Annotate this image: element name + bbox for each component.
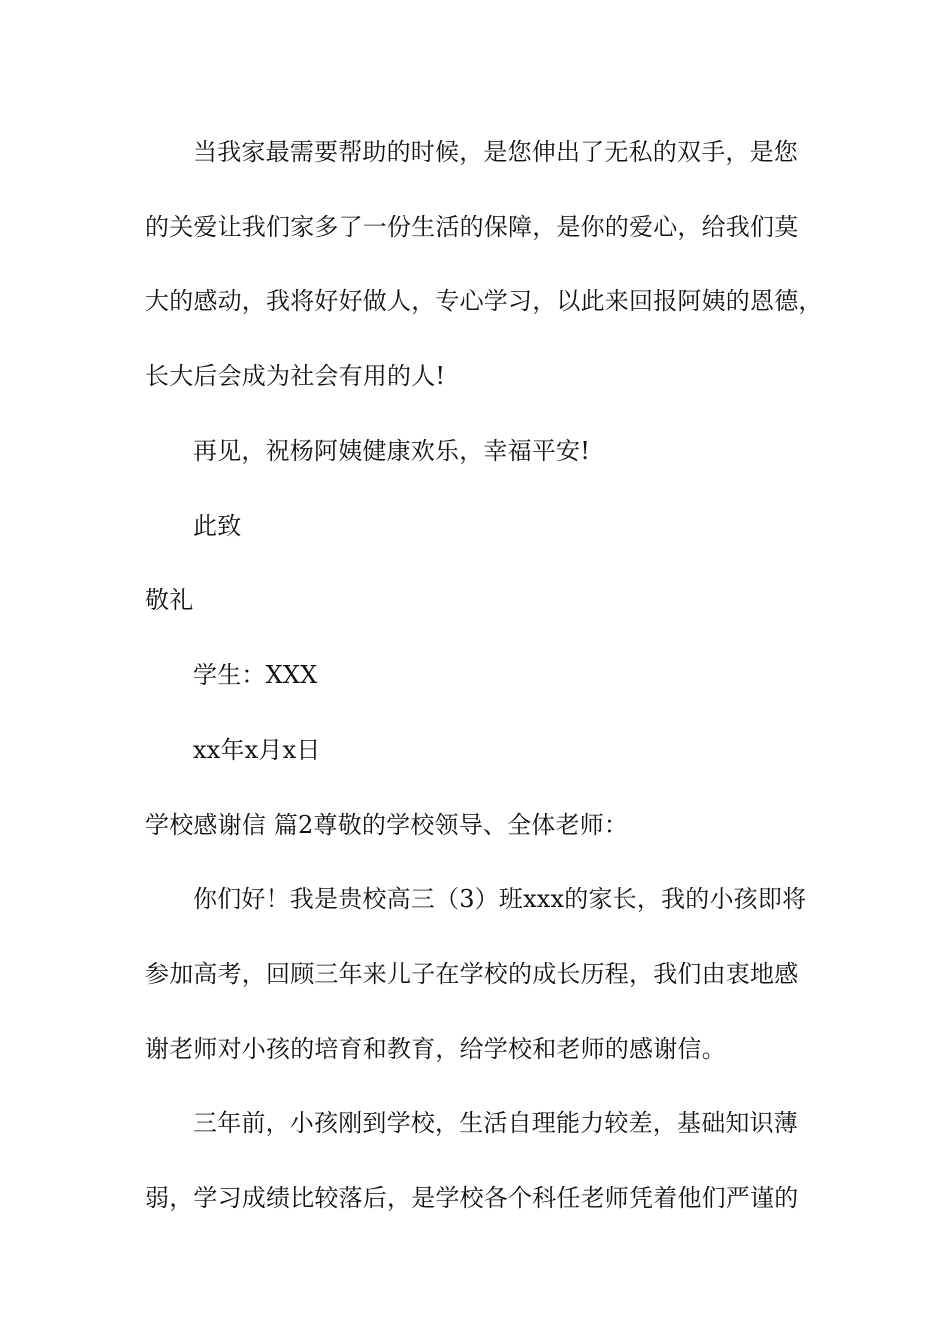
paragraph-line: 谢老师对小孩的培育和教育，给学校和老师的感谢信。 [145, 1035, 726, 1063]
paragraph-line: 当我家最需要帮助的时候，是您伸出了无私的双手，是您 [193, 138, 798, 166]
section-heading: 学校感谢信 篇2尊敬的学校领导、全体老师： [145, 811, 629, 839]
paragraph-line: 你们好！我是贵校高三（3）班xxx的家长，我的小孩即将 [193, 885, 807, 913]
paragraph-line: 三年前，小孩刚到学校，生活自理能力较差，基础知识薄 [193, 1109, 798, 1137]
paragraph-line: 弱，学习成绩比较落后，是学校各个科任老师凭着他们严谨的 [145, 1184, 799, 1212]
paragraph-line: 大的感动，我将好好做人，专心学习，以此来回报阿姨的恩德， [145, 287, 823, 315]
closing-line: 此致 [193, 512, 242, 540]
signature-line: 学生：XXX [193, 661, 318, 689]
salutation-line: 敬礼 [145, 586, 194, 614]
paragraph-line: 再见，祝杨阿姨健康欢乐，幸福平安! [193, 437, 591, 465]
paragraph-line: 的关爱让我们家多了一份生活的保障，是你的爱心，给我们莫 [145, 213, 799, 241]
paragraph-line: 参加高考，回顾三年来儿子在学校的成长历程，我们由衷地感 [145, 960, 799, 988]
paragraph-line: 长大后会成为社会有用的人! [145, 362, 446, 390]
date-line: xx年x月x日 [193, 736, 321, 764]
